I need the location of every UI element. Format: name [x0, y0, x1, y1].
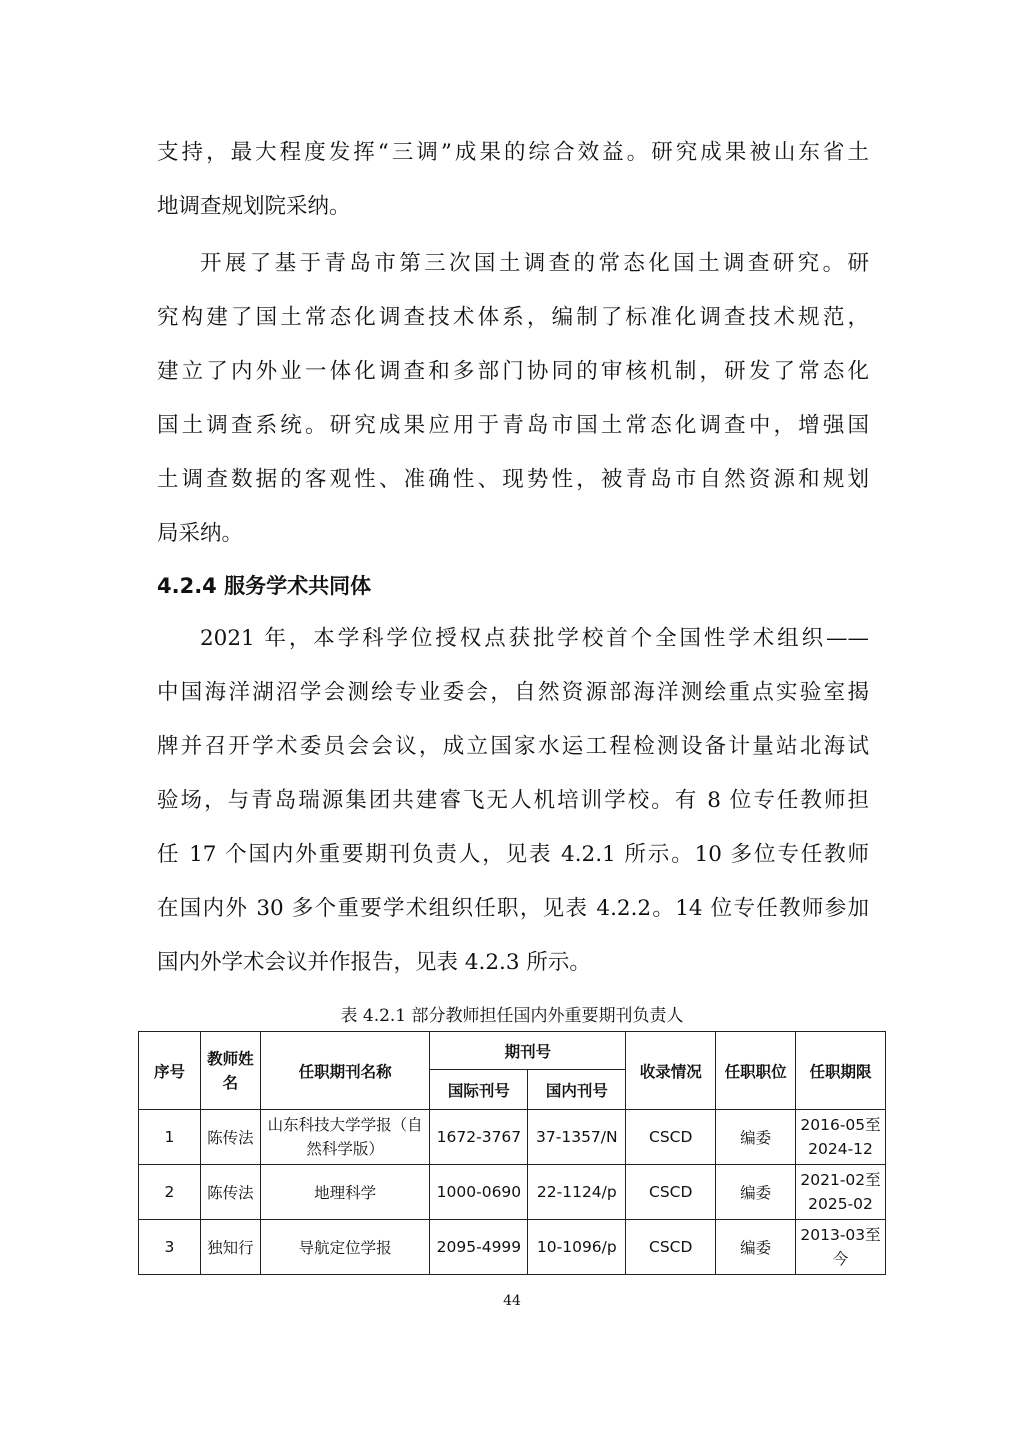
text-line: 地调查规划院采纳。: [157, 194, 351, 219]
text-line: 土调查数据的客观性、准确性、现势性，被青岛市自然资源和规划: [157, 467, 869, 492]
paragraph-1: [157, 126, 869, 234]
text-line: 2021 年，本学科学位授权点获批学校首个全国性学术组织——: [200, 626, 869, 651]
text-line: 国土调查系统。研究成果应用于青岛市国土常态化调查中，增强国: [157, 413, 869, 438]
header-index: 收录情况: [626, 1032, 716, 1110]
text-line: 支持，最大程度发挥“三调”成果的综合效益。研究成果被山东省土: [157, 140, 869, 165]
cell-teacher: 陈传法: [200, 1110, 260, 1165]
text-line: 局采纳。: [157, 521, 244, 546]
cell-domestic: 10-1096/p: [528, 1220, 626, 1275]
text-line: 任 17 个国内外重要期刊负责人，见表 4.2.1 所示。10 多位专任教师: [157, 842, 869, 867]
table-row: [139, 1220, 886, 1275]
header-domestic: 国内刊号: [528, 1070, 626, 1110]
cell-index: CSCD: [626, 1110, 716, 1165]
paragraph-3: [157, 612, 869, 990]
cell-journal: 山东科技大学学报（自然科学版）: [260, 1110, 430, 1165]
page-number: 44: [503, 1293, 521, 1309]
journal-editor-table: [138, 1031, 886, 1275]
text-line: 牌并召开学术委员会会议，成立国家水运工程检测设备计量站北海试: [157, 734, 869, 759]
cell-teacher: 陈传法: [200, 1165, 260, 1220]
cell-intl: 2095-4999: [430, 1220, 528, 1275]
cell-term: 2016-05至2024-12: [796, 1110, 886, 1165]
table-row: [139, 1110, 886, 1165]
cell-index: CSCD: [626, 1220, 716, 1275]
text-line: 开展了基于青岛市第三次国土调查的常态化国土调查研究。研: [200, 251, 869, 276]
cell-journal: 导航定位学报: [260, 1220, 430, 1275]
header-role: 任职职位: [716, 1032, 796, 1110]
text-line: 在国内外 30 多个重要学术组织任职，见表 4.2.2。14 位专任教师参加: [157, 896, 869, 921]
text-line: 国内外学术会议并作报告，见表 4.2.3 所示。: [157, 950, 591, 975]
cell-seq: 1: [139, 1110, 201, 1165]
cell-intl: 1672-3767: [430, 1110, 528, 1165]
cell-index: CSCD: [626, 1165, 716, 1220]
cell-role: 编委: [716, 1165, 796, 1220]
cell-seq: 2: [139, 1165, 201, 1220]
text-line: 验场，与青岛瑞源集团共建睿飞无人机培训学校。有 8 位专任教师担: [157, 788, 869, 813]
text-line: 究构建了国土常态化调查技术体系，编制了标准化调查技术规范，: [157, 305, 869, 330]
cell-domestic: 22-1124/p: [528, 1165, 626, 1220]
cell-domestic: 37-1357/N: [528, 1110, 626, 1165]
section-heading: 4.2.4 服务学术共同体: [157, 574, 372, 598]
cell-term: 2013-03至今: [796, 1220, 886, 1275]
table-row: [139, 1165, 886, 1220]
table-header-row: [139, 1032, 886, 1070]
cell-journal: 地理科学: [260, 1165, 430, 1220]
cell-term: 2021-02至2025-02: [796, 1165, 886, 1220]
header-journal: 任职期刊名称: [260, 1032, 430, 1110]
cell-role: 编委: [716, 1110, 796, 1165]
text-line: 建立了内外业一体化调查和多部门协同的审核机制，研发了常态化: [157, 359, 869, 384]
header-teacher: 教师姓名: [200, 1032, 260, 1110]
text-line: 中国海洋湖沼学会测绘专业委会，自然资源部海洋测绘重点实验室揭: [157, 680, 869, 705]
header-seq: 序号: [139, 1032, 201, 1110]
header-intl: 国际刊号: [430, 1070, 528, 1110]
paragraph-2: [157, 237, 869, 561]
table-caption: 表 4.2.1 部分教师担任国内外重要期刊负责人: [340, 1006, 684, 1026]
cell-seq: 3: [139, 1220, 201, 1275]
cell-role: 编委: [716, 1220, 796, 1275]
cell-teacher: 独知行: [200, 1220, 260, 1275]
header-term: 任职期限: [796, 1032, 886, 1110]
cell-intl: 1000-0690: [430, 1165, 528, 1220]
header-issue: 期刊号: [430, 1032, 626, 1070]
